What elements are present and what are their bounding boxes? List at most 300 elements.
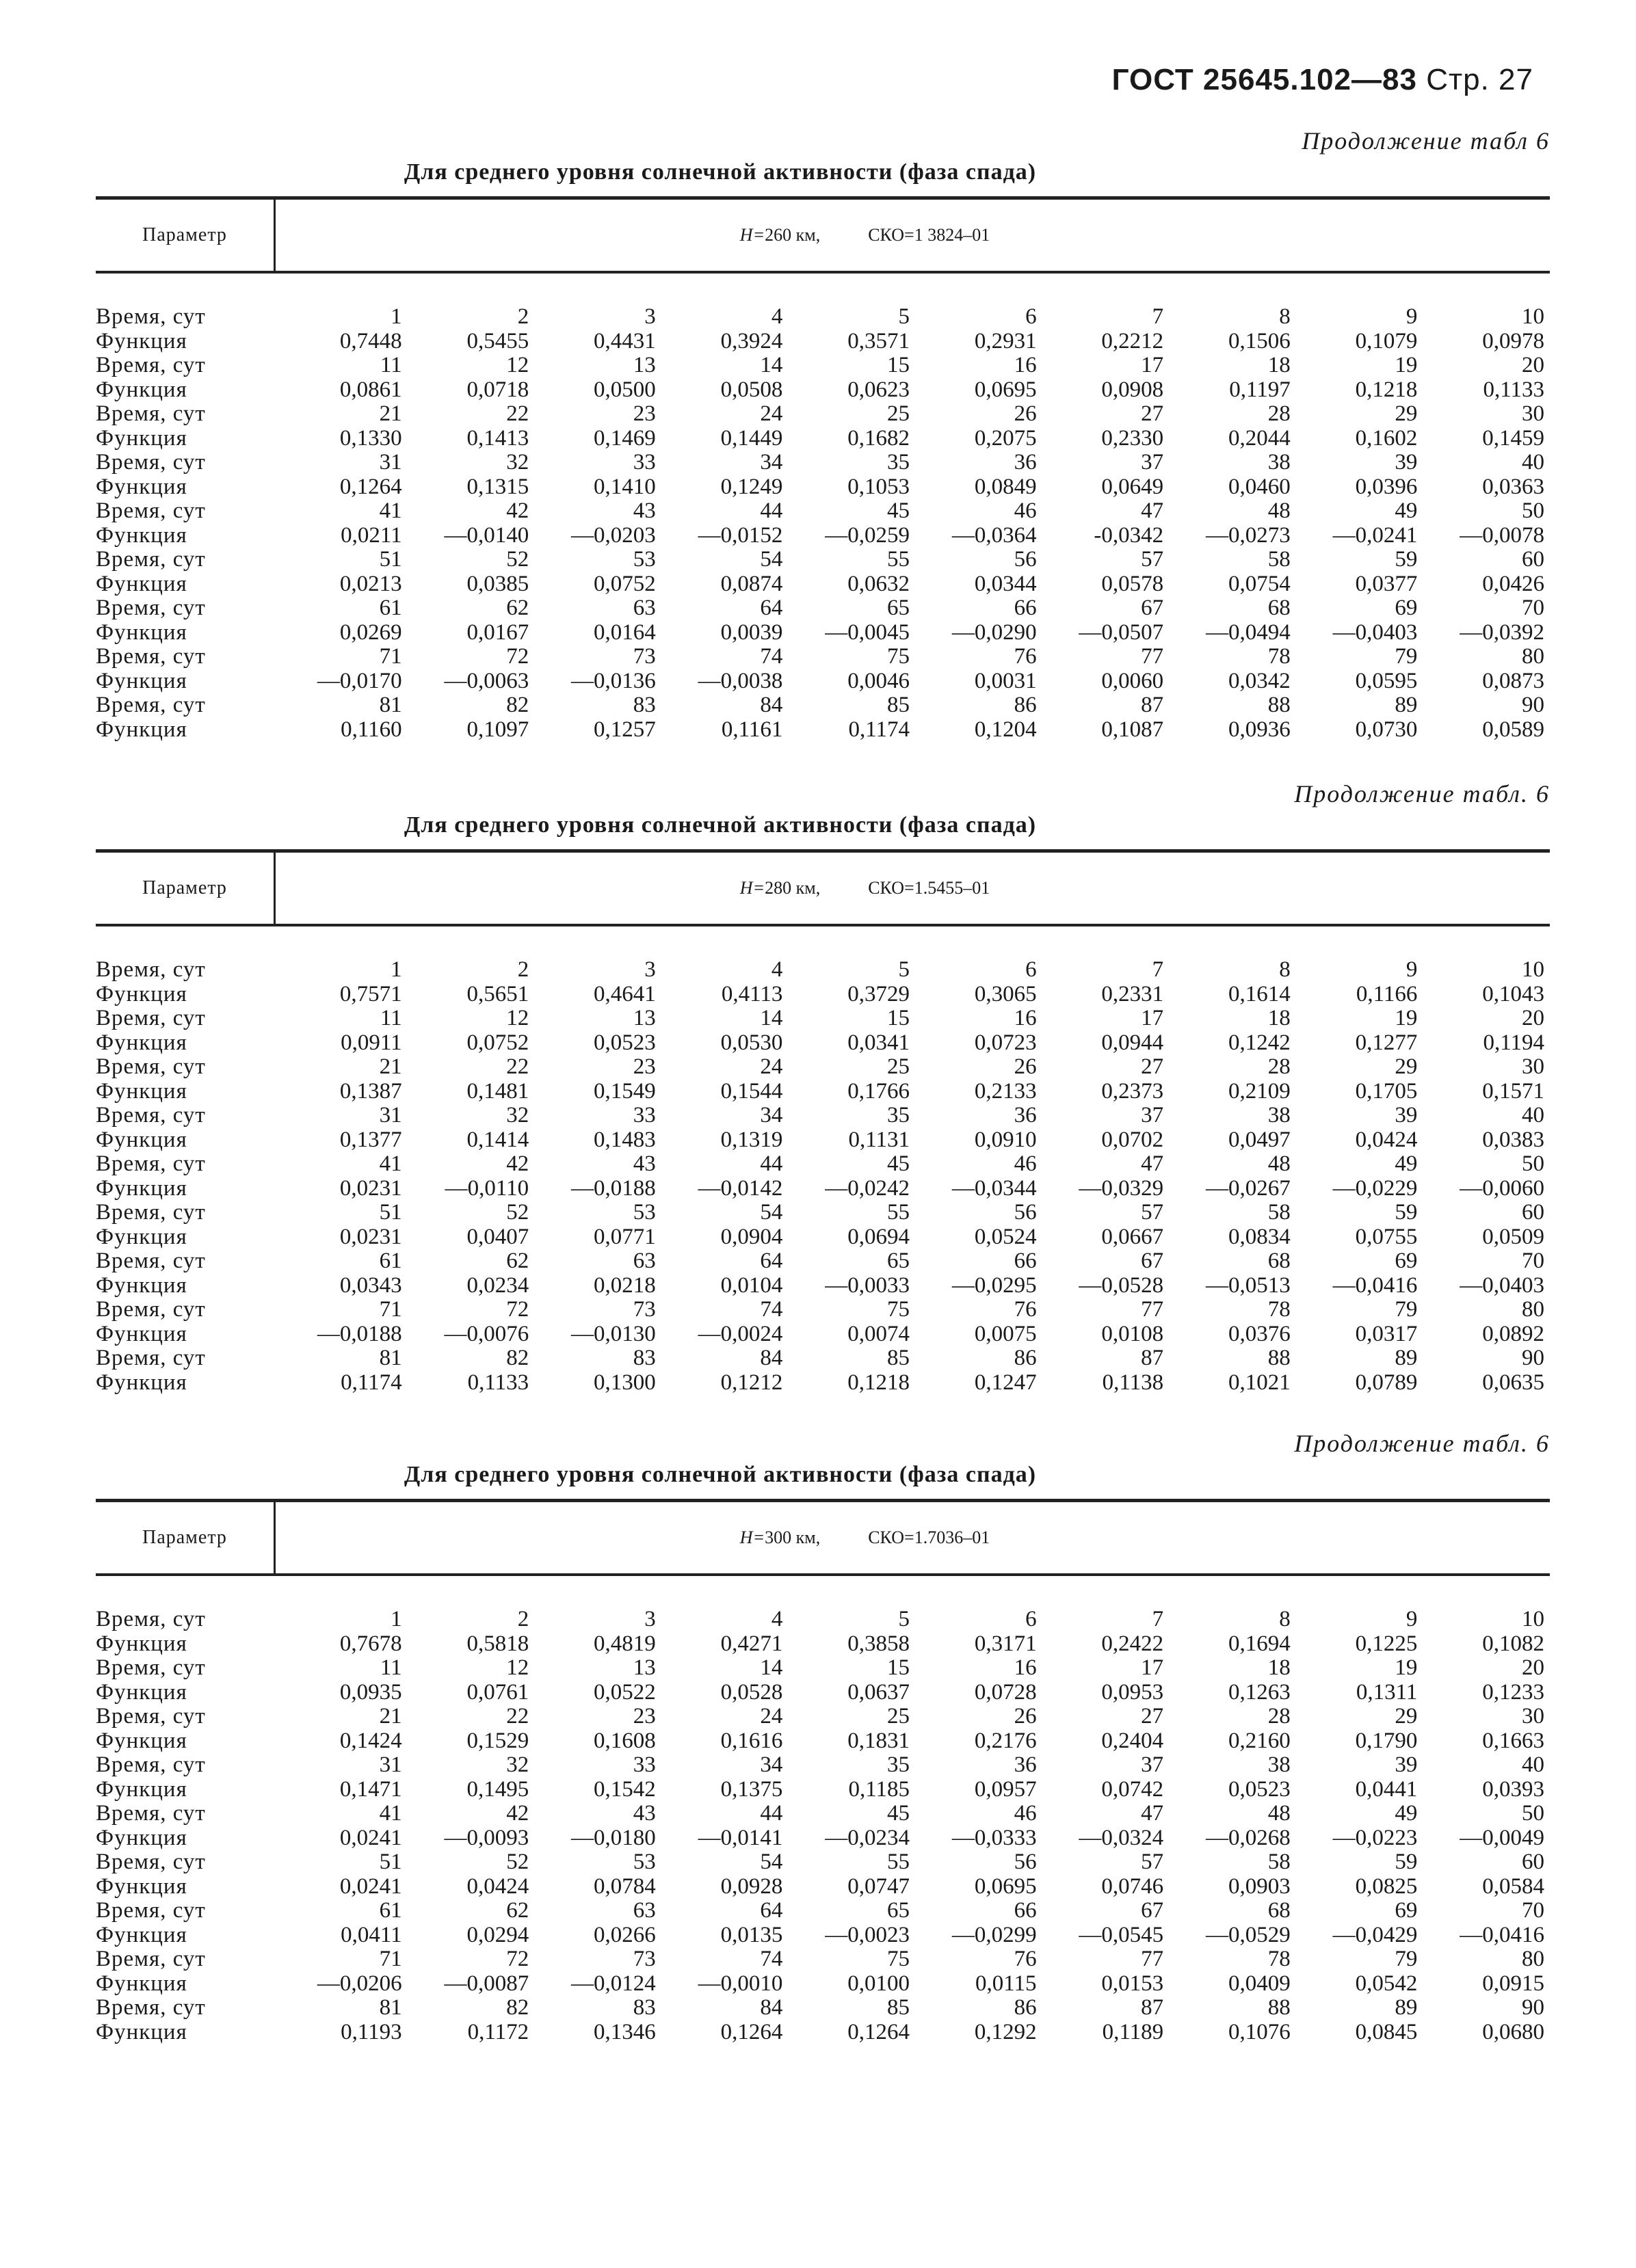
func-cell: —0,0010: [698, 1971, 783, 1996]
func-cell: 0,0695: [974, 377, 1037, 402]
func-cell: 0,3171: [974, 1631, 1037, 1656]
func-label: Функция: [96, 474, 187, 499]
time-cell: 80: [1522, 644, 1544, 669]
time-cell: 20: [1522, 1006, 1544, 1030]
func-cell: 0,7571: [339, 981, 402, 1006]
time-cell: 35: [886, 1103, 910, 1128]
func-cell: 0,5455: [466, 328, 529, 353]
table-row: [96, 1632, 1550, 1657]
time-cell: 46: [1014, 498, 1037, 523]
table-row: [96, 572, 1550, 597]
func-cell: 0,0957: [974, 1776, 1037, 1802]
func-cell: —0,0141: [698, 1825, 783, 1850]
table-subtitle: Для среднего уровня солнечной активности (фаза спада): [404, 159, 1037, 185]
time-cell: 32: [506, 1103, 529, 1128]
time-cell: 43: [633, 1151, 656, 1176]
func-cell: 0,1831: [847, 1728, 910, 1753]
time-cell: 73: [633, 1947, 656, 1971]
func-cell: 0,2044: [1228, 425, 1291, 451]
time-cell: 71: [379, 1297, 402, 1322]
time-cell: 33: [633, 1752, 656, 1777]
time-cell: 66: [1014, 596, 1037, 620]
time-cell: 23: [633, 1704, 656, 1729]
param-header: Параметр: [96, 200, 276, 271]
func-cell: 0,0060: [1101, 668, 1164, 693]
table-row: [96, 1225, 1550, 1250]
func-cell: 0,1495: [466, 1776, 529, 1802]
func-label: Функция: [96, 1679, 187, 1705]
time-cell: 56: [1014, 1200, 1037, 1225]
func-cell: 0,0341: [847, 1030, 910, 1055]
time-cell: 25: [886, 1054, 910, 1079]
time-cell: 63: [633, 1898, 656, 1923]
time-cell: 44: [760, 1801, 783, 1826]
func-cell: —0,0416: [1460, 1922, 1544, 1947]
time-cell: 8: [1279, 304, 1291, 329]
func-label: Функция: [96, 619, 187, 645]
time-cell: 39: [1395, 450, 1418, 475]
data-table: [96, 305, 1550, 742]
time-cell: 54: [760, 547, 783, 572]
time-cell: 65: [886, 596, 910, 620]
func-cell: 0,0874: [720, 571, 783, 596]
time-cell: 83: [633, 693, 656, 717]
func-cell: —0,0152: [698, 522, 783, 548]
height-value: H= 300 км,: [740, 1527, 820, 1548]
func-cell: 0,0460: [1228, 474, 1291, 499]
func-cell: 0,1315: [466, 474, 529, 499]
time-cell: 79: [1395, 1297, 1418, 1322]
func-cell: —0,0060: [1460, 1175, 1544, 1201]
time-cell: 55: [886, 1200, 910, 1225]
func-cell: 0,1319: [720, 1127, 783, 1152]
func-cell: 0,0344: [974, 571, 1037, 596]
func-cell: 0,1131: [848, 1127, 910, 1152]
func-cell: 0,0317: [1355, 1321, 1418, 1346]
func-cell: 0,0578: [1101, 571, 1164, 596]
func-cell: —0,0242: [825, 1175, 910, 1201]
time-cell: 46: [1014, 1151, 1037, 1176]
func-cell: 0,0074: [847, 1321, 910, 1346]
time-cell: 55: [886, 547, 910, 572]
time-cell: 44: [760, 1151, 783, 1176]
func-cell: 0,1133: [1483, 377, 1544, 402]
time-cell: 45: [886, 1151, 910, 1176]
func-cell: 0,0343: [339, 1272, 402, 1298]
func-cell: 0,1174: [848, 717, 910, 742]
time-cell: 7: [1152, 304, 1164, 329]
time-cell: 19: [1395, 1006, 1418, 1030]
func-cell: —0,0513: [1206, 1272, 1291, 1298]
func-cell: —0,0223: [1332, 1825, 1418, 1850]
time-cell: 26: [1014, 401, 1037, 426]
height-value: H= 280 км,: [740, 878, 820, 898]
time-cell: 70: [1522, 596, 1544, 620]
func-cell: 0,1263: [1228, 1679, 1291, 1705]
height-sko-header: [276, 200, 1550, 271]
func-cell: 0,1247: [974, 1370, 1037, 1395]
func-cell: 0,4431: [594, 328, 656, 353]
func-cell: 0,0702: [1101, 1127, 1164, 1152]
time-cell: 33: [633, 1103, 656, 1128]
time-cell: 70: [1522, 1898, 1544, 1923]
time-cell: 8: [1279, 1607, 1291, 1631]
time-label: Время, сут: [96, 1054, 206, 1079]
func-cell: 0,0936: [1228, 717, 1291, 742]
time-cell: 71: [379, 1947, 402, 1971]
func-cell: 0,0667: [1101, 1224, 1164, 1249]
time-cell: 70: [1522, 1249, 1544, 1273]
func-cell: —0,0078: [1460, 522, 1544, 548]
time-cell: 2: [517, 1607, 529, 1631]
table-row: [96, 983, 1550, 1007]
time-cell: 9: [1406, 957, 1418, 982]
time-cell: 40: [1522, 1752, 1544, 1777]
time-cell: 90: [1522, 1995, 1544, 2020]
func-cell: 0,0523: [594, 1030, 656, 1055]
table-row: [96, 1201, 1550, 1225]
func-cell: 0,0409: [1228, 1971, 1291, 1996]
time-label: Время, сут: [96, 1704, 206, 1729]
time-cell: 33: [633, 450, 656, 475]
time-cell: 14: [760, 1655, 783, 1680]
time-cell: 19: [1395, 353, 1418, 377]
time-cell: 86: [1014, 1995, 1037, 2020]
time-cell: 61: [379, 1249, 402, 1273]
func-cell: 0,0632: [847, 571, 910, 596]
func-cell: 0,3858: [847, 1631, 910, 1656]
time-cell: 5: [898, 304, 910, 329]
time-cell: 30: [1522, 1704, 1544, 1729]
func-cell: —0,0229: [1332, 1175, 1418, 1201]
time-label: Время, сут: [96, 1151, 206, 1176]
time-cell: 77: [1141, 644, 1164, 669]
func-cell: 0,1233: [1482, 1679, 1544, 1705]
time-cell: 34: [760, 1752, 783, 1777]
func-cell: 0,1166: [1356, 981, 1418, 1006]
time-cell: 69: [1395, 596, 1418, 620]
func-cell: 0,1608: [594, 1728, 656, 1753]
time-cell: 18: [1267, 1655, 1291, 1680]
time-cell: 75: [886, 1297, 910, 1322]
func-label: Функция: [96, 1175, 187, 1201]
time-cell: 34: [760, 450, 783, 475]
time-cell: 77: [1141, 1947, 1164, 1971]
time-label: Время, сут: [96, 1801, 206, 1826]
func-cell: —0,0268: [1206, 1825, 1291, 1850]
func-cell: 0,1483: [594, 1127, 656, 1152]
time-cell: 72: [506, 644, 529, 669]
sko-value: СКО= 1.5455–01: [868, 878, 990, 898]
time-cell: 61: [379, 596, 402, 620]
time-cell: 65: [886, 1249, 910, 1273]
time-cell: 36: [1014, 1103, 1037, 1128]
time-cell: 7: [1152, 957, 1164, 982]
time-cell: 3: [644, 957, 656, 982]
func-cell: 0,0730: [1355, 717, 1418, 742]
time-cell: 44: [760, 498, 783, 523]
func-cell: —0,0142: [698, 1175, 783, 1201]
func-cell: 0,0904: [720, 1224, 783, 1249]
table-row: [96, 2020, 1550, 2045]
time-cell: 68: [1267, 1898, 1291, 1923]
time-cell: 26: [1014, 1704, 1037, 1729]
time-cell: 25: [886, 401, 910, 426]
func-cell: 0,4271: [720, 1631, 783, 1656]
time-cell: 81: [379, 693, 402, 717]
time-cell: 53: [633, 1850, 656, 1874]
time-cell: 74: [760, 1297, 783, 1322]
time-cell: 28: [1267, 1054, 1291, 1079]
func-cell: 0,0218: [594, 1272, 656, 1298]
time-cell: 31: [379, 450, 402, 475]
time-cell: 15: [886, 353, 910, 377]
func-cell: 0,0718: [466, 377, 529, 402]
func-cell: —0,0416: [1332, 1272, 1418, 1298]
func-cell: 0,1185: [848, 1776, 910, 1802]
time-label: Время, сут: [96, 693, 206, 717]
time-cell: 58: [1267, 1200, 1291, 1225]
table-row: [96, 1298, 1550, 1322]
time-cell: 56: [1014, 1850, 1037, 1874]
func-label: Функция: [96, 2019, 187, 2044]
time-cell: 60: [1522, 1850, 1544, 1874]
func-cell: 0,0213: [339, 571, 402, 596]
time-cell: 82: [506, 1995, 529, 2020]
time-cell: 66: [1014, 1898, 1037, 1923]
func-cell: 0,0861: [339, 377, 402, 402]
func-cell: —0,0259: [825, 522, 910, 548]
func-label: Функция: [96, 1321, 187, 1346]
func-cell: 0,1043: [1482, 981, 1544, 1006]
func-cell: —0,0290: [951, 619, 1037, 645]
time-cell: 48: [1267, 498, 1291, 523]
time-cell: 46: [1014, 1801, 1037, 1826]
time-cell: 3: [644, 304, 656, 329]
func-cell: 0,0393: [1482, 1776, 1544, 1802]
time-label: Время, сут: [96, 1006, 206, 1030]
table-row: [96, 958, 1550, 983]
time-cell: 19: [1395, 1655, 1418, 1680]
func-cell: 0,0834: [1228, 1224, 1291, 1249]
time-cell: 15: [886, 1006, 910, 1030]
time-cell: 12: [506, 353, 529, 377]
func-label: Функция: [96, 328, 187, 353]
time-cell: 10: [1522, 957, 1544, 982]
func-cell: 0,1387: [339, 1078, 402, 1104]
func-cell: —0,0273: [1206, 522, 1291, 548]
time-cell: 8: [1279, 957, 1291, 982]
func-cell: —0,0299: [951, 1922, 1037, 1947]
time-cell: 58: [1267, 1850, 1291, 1874]
func-cell: 0,1469: [594, 425, 656, 451]
func-cell: —0,0392: [1460, 619, 1544, 645]
func-cell: 0,0649: [1101, 474, 1164, 499]
func-cell: —0,0234: [825, 1825, 910, 1850]
time-cell: 20: [1522, 1655, 1544, 1680]
func-label: Функция: [96, 1127, 187, 1152]
func-cell: 0,1193: [341, 2019, 402, 2044]
func-cell: 0,7448: [339, 328, 402, 353]
func-cell: 0,1087: [1101, 717, 1164, 742]
func-cell: 0,0508: [720, 377, 783, 402]
func-cell: 0,0635: [1482, 1370, 1544, 1395]
time-cell: 27: [1141, 401, 1164, 426]
time-cell: 7: [1152, 1607, 1164, 1631]
func-cell: 0,0046: [847, 668, 910, 693]
time-cell: 68: [1267, 1249, 1291, 1273]
time-cell: 52: [506, 1200, 529, 1225]
time-cell: 84: [760, 1995, 783, 2020]
time-label: Время, сут: [96, 1995, 206, 2020]
table-block-1: [96, 126, 1550, 742]
time-cell: 51: [379, 547, 402, 572]
time-cell: 38: [1267, 450, 1291, 475]
time-cell: 14: [760, 353, 783, 377]
func-cell: 0,0589: [1482, 717, 1544, 742]
time-label: Время, сут: [96, 450, 206, 475]
time-cell: 52: [506, 547, 529, 572]
time-cell: 45: [886, 1801, 910, 1826]
time-cell: 87: [1141, 1346, 1164, 1370]
time-label: Время, сут: [96, 353, 206, 377]
time-cell: 17: [1141, 353, 1164, 377]
time-cell: 89: [1395, 693, 1418, 717]
time-cell: 68: [1267, 596, 1291, 620]
time-cell: 29: [1395, 1054, 1418, 1079]
document-title: ГОСТ 25645.102—83: [1111, 63, 1417, 96]
time-cell: 72: [506, 1297, 529, 1322]
time-cell: 21: [379, 1054, 402, 1079]
time-cell: 56: [1014, 547, 1037, 572]
func-cell: 0,2160: [1228, 1728, 1291, 1753]
table-row: [96, 1080, 1550, 1104]
func-cell: 0,0825: [1355, 1873, 1418, 1899]
time-label: Время, сут: [96, 498, 206, 523]
time-cell: 50: [1522, 1151, 1544, 1176]
func-cell: 0,1471: [339, 1776, 402, 1802]
time-cell: 12: [506, 1655, 529, 1680]
func-cell: 0,1242: [1228, 1030, 1291, 1055]
func-cell: 0,0910: [974, 1127, 1037, 1152]
func-cell: 0,0928: [720, 1873, 783, 1899]
time-cell: 40: [1522, 450, 1544, 475]
time-cell: 36: [1014, 450, 1037, 475]
func-cell: 0,1189: [1102, 2019, 1164, 2044]
time-cell: 22: [506, 1054, 529, 1079]
func-cell: 0,1133: [467, 1370, 529, 1395]
func-cell: 0,0723: [974, 1030, 1037, 1055]
time-cell: 85: [886, 1346, 910, 1370]
time-cell: 49: [1395, 1151, 1418, 1176]
table-row: [96, 1371, 1550, 1396]
func-cell: —0,0529: [1206, 1922, 1291, 1947]
time-cell: 4: [771, 1607, 783, 1631]
table-row: [96, 1152, 1550, 1177]
func-cell: 0,0031: [974, 668, 1037, 693]
func-label: Функция: [96, 717, 187, 742]
table-header: [96, 849, 1550, 926]
func-cell: 0,7678: [339, 1631, 402, 1656]
time-cell: 43: [633, 498, 656, 523]
func-cell: 0,2212: [1101, 328, 1164, 353]
time-cell: 48: [1267, 1151, 1291, 1176]
time-cell: 6: [1025, 957, 1037, 982]
time-cell: 24: [760, 1704, 783, 1729]
func-label: Функция: [96, 522, 187, 548]
time-cell: 84: [760, 693, 783, 717]
func-cell: 0,1300: [594, 1370, 656, 1395]
time-label: Время, сут: [96, 1898, 206, 1923]
time-cell: 69: [1395, 1898, 1418, 1923]
time-cell: 22: [506, 401, 529, 426]
func-cell: 0,0695: [974, 1873, 1037, 1899]
time-cell: 76: [1014, 1297, 1037, 1322]
func-cell: 0,1160: [341, 717, 402, 742]
func-cell: 0,1682: [847, 425, 910, 451]
time-cell: 42: [506, 1151, 529, 1176]
time-label: Время, сут: [96, 401, 206, 426]
height-sko-header: [276, 853, 1550, 924]
func-cell: 0,1174: [341, 1370, 402, 1395]
table-row: [96, 1346, 1550, 1371]
time-cell: 14: [760, 1006, 783, 1030]
func-cell: 0,1021: [1228, 1370, 1291, 1395]
time-cell: 10: [1522, 1607, 1544, 1631]
continuation-note: Продолжение табл. 6: [1294, 1430, 1550, 1457]
func-cell: 0,0241: [339, 1825, 402, 1850]
func-cell: —0,0049: [1460, 1825, 1544, 1850]
time-cell: 88: [1267, 1995, 1291, 2020]
time-cell: 16: [1014, 353, 1037, 377]
func-cell: —0,0110: [445, 1175, 529, 1201]
time-cell: 60: [1522, 1200, 1544, 1225]
time-cell: 42: [506, 1801, 529, 1826]
table-row: [96, 524, 1550, 548]
func-cell: 0,1264: [339, 474, 402, 499]
height-value: H= 260 км,: [740, 225, 820, 245]
time-cell: 17: [1141, 1655, 1164, 1680]
time-cell: 4: [771, 304, 783, 329]
func-cell: —0,0136: [571, 668, 656, 693]
func-cell: 0,0845: [1355, 2019, 1418, 2044]
time-cell: 53: [633, 1200, 656, 1225]
func-cell: 0,3729: [847, 981, 910, 1006]
time-cell: 89: [1395, 1995, 1418, 2020]
time-cell: 86: [1014, 1346, 1037, 1370]
table-block-3: [96, 1429, 1550, 2044]
func-cell: —0,0124: [571, 1971, 656, 1996]
func-cell: 0,1602: [1355, 425, 1418, 451]
func-cell: 0,2109: [1228, 1078, 1291, 1104]
func-cell: —0,0364: [951, 522, 1037, 548]
time-cell: 48: [1267, 1801, 1291, 1826]
table-row: [96, 1681, 1550, 1705]
func-cell: —0,0429: [1332, 1922, 1418, 1947]
table-subtitle: Для среднего уровня солнечной активности (фаза спада): [404, 812, 1037, 838]
func-cell: —0,0063: [444, 668, 529, 693]
time-label: Время, сут: [96, 644, 206, 669]
time-cell: 11: [380, 1655, 402, 1680]
time-cell: 11: [380, 1006, 402, 1030]
func-cell: —0,0528: [1079, 1272, 1164, 1298]
time-cell: 38: [1267, 1752, 1291, 1777]
time-cell: 74: [760, 644, 783, 669]
func-cell: 0,2404: [1101, 1728, 1164, 1753]
func-cell: 0,0167: [466, 619, 529, 645]
func-cell: —0,0170: [317, 668, 402, 693]
time-cell: 90: [1522, 1346, 1544, 1370]
